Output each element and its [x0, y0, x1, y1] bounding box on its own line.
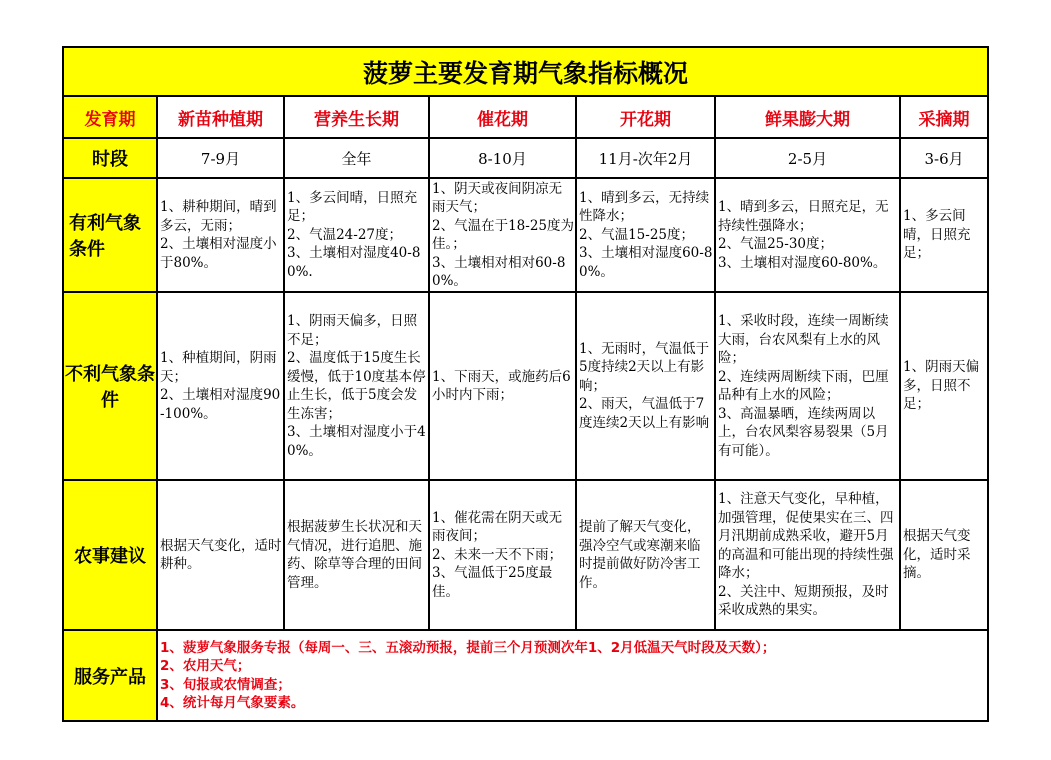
favorable-row — [63, 178, 988, 292]
unfavorable-seedling: 1、种植期间，阴雨天； 2、土壤相对湿度90-100%。 — [157, 292, 284, 480]
service-item: 3、旬报或农情调查； — [160, 676, 291, 693]
period-label: 时段 — [63, 138, 157, 178]
period-row — [63, 138, 988, 178]
advice-vegetative: 根据菠萝生长状况和天气情况，进行追肥、施药、除草等合理的田间管理。 — [284, 480, 429, 630]
favorable-flowering: 1、晴到多云，无持续性降水； 2、气温15-25度； 3、土壤相对湿度60-80%。 — [576, 178, 715, 292]
favorable-seedling: 1、耕种期间，晴到多云，无雨； 2、土壤相对湿度小于80%。 — [157, 178, 284, 292]
favorable-harvest: 1、多云间晴，日照充足； — [900, 178, 988, 292]
table-title: 菠萝主要发育期气象指标概况 — [63, 47, 988, 96]
header-flowering: 开花期 — [576, 96, 715, 138]
header-flower-forcing: 催花期 — [429, 96, 576, 138]
period-flowering: 11月-次年2月 — [576, 138, 715, 178]
services-label: 服务产品 — [63, 630, 157, 721]
weather-indicator-sheet — [62, 46, 989, 722]
advice-harvest: 根据天气变化，适时采摘。 — [900, 480, 988, 630]
favorable-label: 有利气象条件 — [63, 178, 157, 292]
unfavorable-forcing: 1、下雨天，或施药后6小时内下雨； — [429, 292, 576, 480]
advice-seedling: 根据天气变化，适时耕种。 — [157, 480, 284, 630]
period-forcing: 8-10月 — [429, 138, 576, 178]
unfavorable-harvest: 1、阴雨天偏多，日照不足； — [900, 292, 988, 480]
favorable-vegetative: 1、多云间晴，日照充足； 2、气温24-27度； 3、土壤相对湿度40-80%. — [284, 178, 429, 292]
service-item: 2、农用天气； — [160, 658, 251, 674]
unfavorable-expansion: 1、采收时段，连续一周断续大雨，台农风梨有上水的风险； 2、连续两周断续下雨，巴厘品种有上水的风险； 3、高温暴晒，连续两周以上，台农风梨容易裂果（5月有可能）。 — [715, 292, 900, 480]
unfavorable-label: 不利气象条件 — [63, 292, 157, 480]
service-item: 4、统计每月气象要素。 — [160, 695, 305, 711]
header-fruit-expansion: 鲜果膨大期 — [715, 96, 900, 138]
pineapple-weather-table — [62, 46, 989, 722]
services-row — [63, 630, 988, 721]
period-expansion: 2-5月 — [715, 138, 900, 178]
advice-flowering: 提前了解天气变化，强冷空气或寒潮来临时提前做好防冷害工作。 — [576, 480, 715, 630]
favorable-forcing: 1、阴天或夜间阴凉无雨天气； 2、气温在于18-25度为佳。； 3、土壤相对相对60-80%。 — [429, 178, 576, 292]
header-stage-label: 发育期 — [63, 96, 157, 138]
advice-expansion: 1、注意天气变化，早种植，加强管理，促使果实在三、四月汛期前成熟采收，避开5月的高温和可能出现的持续性强降水； 2、关注中、短期预报，及时采收成熟的果实。 — [715, 480, 900, 630]
services-list — [157, 630, 988, 721]
header-harvest: 采摘期 — [900, 96, 988, 138]
unfavorable-flowering: 1、无雨时，气温低于5度持续2天以上有影响； 2、雨天，气温低于7度连续2天以上有影响 — [576, 292, 715, 480]
header-row — [63, 96, 988, 138]
unfavorable-vegetative: 1、阴雨天偏多，日照不足； 2、温度低于15度生长缓慢，低于10度基本停止生长，低于5度会发生冻害； 3、土壤相对湿度小于40%。 — [284, 292, 429, 480]
unfavorable-row — [63, 292, 988, 480]
period-vegetative: 全年 — [284, 138, 429, 178]
service-item: 1、菠萝气象服务专报（每周一、三、五滚动预报，提前三个月预测次年1、2月低温天气时段及天数）； — [160, 639, 776, 656]
period-harvest: 3-6月 — [900, 138, 988, 178]
advice-forcing: 1、催花需在阴天或无雨夜间； 2、未来一天不下雨； 3、气温低于25度最佳。 — [429, 480, 576, 630]
header-vegetative-growth: 营养生长期 — [284, 96, 429, 138]
advice-row — [63, 480, 988, 630]
header-seedling-planting: 新苗种植期 — [157, 96, 284, 138]
period-seedling: 7-9月 — [157, 138, 284, 178]
advice-label: 农事建议 — [63, 480, 157, 630]
favorable-expansion: 1、晴到多云，日照充足，无持续性强降水； 2、气温25-30度； 3、土壤相对湿度60-80%。 — [715, 178, 900, 292]
